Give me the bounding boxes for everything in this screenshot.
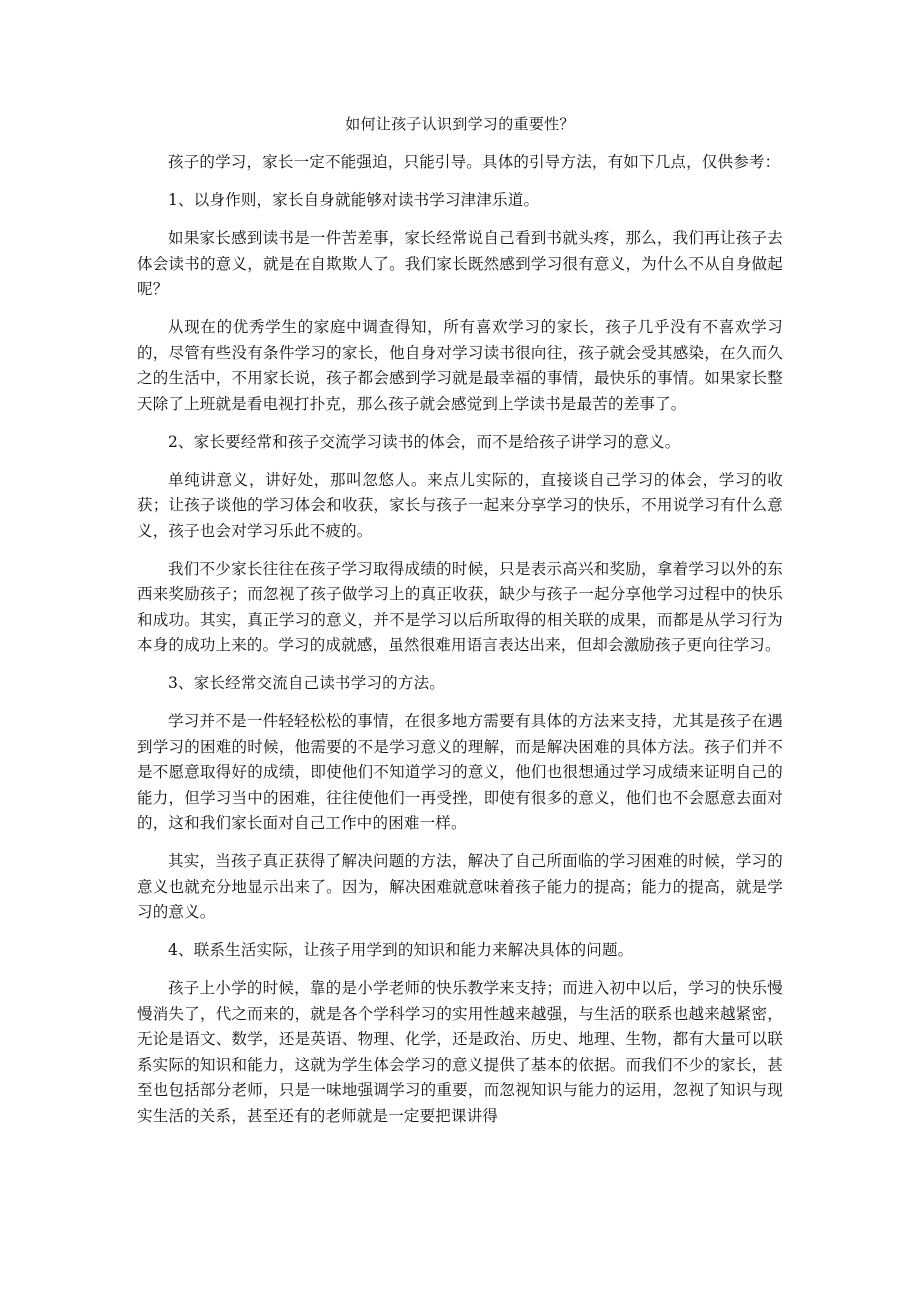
point-4-heading: 4、联系生活实际，让孩子用学到的知识和能力来解决具体的问题。	[168, 941, 634, 959]
document-page	[137, 112, 783, 1142]
point-1-heading: 1、以身作则，家长自身就能够对读书学习津津乐道。	[168, 191, 540, 209]
intro-paragraph: 孩子的学习，家长一定不能强迫，只能引导。具体的引导方法，有如下几点，仅供参考：	[168, 153, 781, 171]
point-3-heading: 3、家长经常交流自己读书学习的方法。	[168, 674, 445, 692]
point-1-paragraph-1: 如果家长感到读书是一件苦差事，家长经常说自己看到书就头疼，那么，我们再让孩子去体会读书的意义，就是在自欺欺人了。我们家长既然感到学习很有意义，为什么不从自身做起呢？	[137, 229, 783, 298]
point-3-paragraph-2: 其实，当孩子真正获得了解决问题的方法，解决了自己所面临的学习困难的时候，学习的意义也就充分地显示出来了。因为，解决困难就意味着孩子能力的提高；能力的提高，就是学习的意义。	[137, 852, 783, 921]
point-2-paragraph-1: 单纯讲意义，讲好处，那叫忽悠人。来点儿实际的，直接谈自己学习的体会，学习的收获；让孩子谈他的学习体会和收获，家长与孩子一起来分享学习的快乐，不用说学习有什么意义，孩子也会对学习乐此不疲的。	[137, 470, 783, 540]
point-1-paragraph-2: 从现在的优秀学生的家庭中调查得知，所有喜欢学习的家长，孩子几乎没有不喜欢学习的，尽管有些没有条件学习的家长，他自身对学习读书很向往，孩子就会受其感染，在久而久之的生活中，不用家长说，孩子都会感到学习就是最幸福的事情，最快乐的事情。如果家长整天除了上班就是看电视打扑克，那么孩子就会感觉到上学读书是最苦的差事了。	[137, 318, 783, 413]
point-3-paragraph-1: 学习并不是一件轻轻松松的事情，在很多地方需要有具体的方法来支持，尤其是孩子在遇到学习的困难的时候，他需要的不是学习意义的理解，而是解决困难的具体方法。孩子们并不是不愿意取得好的成绩，即使他们不知道学习的意义，他们也很想通过学习成绩来证明自己的能力，但学习当中的困难，往往使他们一再受挫，即使有很多的意义，他们也不会愿意去面对的，这和我们家长面对自己工作中的困难一样。	[137, 712, 783, 832]
point-2-heading: 2、家长要经常和孩子交流学习读书的体会，而不是给孩子讲学习的意义。	[168, 432, 681, 451]
point-4-paragraph-1: 孩子上小学的时候，靠的是小学老师的快乐教学来支持；而进入初中以后，学习的快乐慢慢消失了，代之而来的，就是各个学科学习的实用性越来越强，与生活的联系也越来越紧密，无论是语文、数学，还是英语、物理、化学，还是政治、历史、地理、生物，都有大量可以联系实际的知识和能力，这就为学生体会学习的意义提供了基本的依据。而我们不少的家长，甚至也包括部分老师，只是一味地强调学习的重要，而忽视知识与能力的运用，忽视了知识与现实生活的关系，甚至还有的老师就是一定要把课讲得	[137, 979, 783, 1125]
point-2-paragraph-2: 我们不少家长往往在孩子学习取得成绩的时候，只是表示高兴和奖励，拿着学习以外的东西来奖励孩子；而忽视了孩子做学习上的真正收获，缺少与孩子一起分享他学习过程中的快乐和成功。其实，真正学习的意义，并不是学习以后所取得的相关联的成果，而都是从学习行为本身的成功上来的。学习的成就感，虽然很难用语言表达出来，但却会激励孩子更向往学习。	[137, 559, 783, 654]
document-title: 如何让孩子认识到学习的重要性？	[345, 115, 575, 133]
